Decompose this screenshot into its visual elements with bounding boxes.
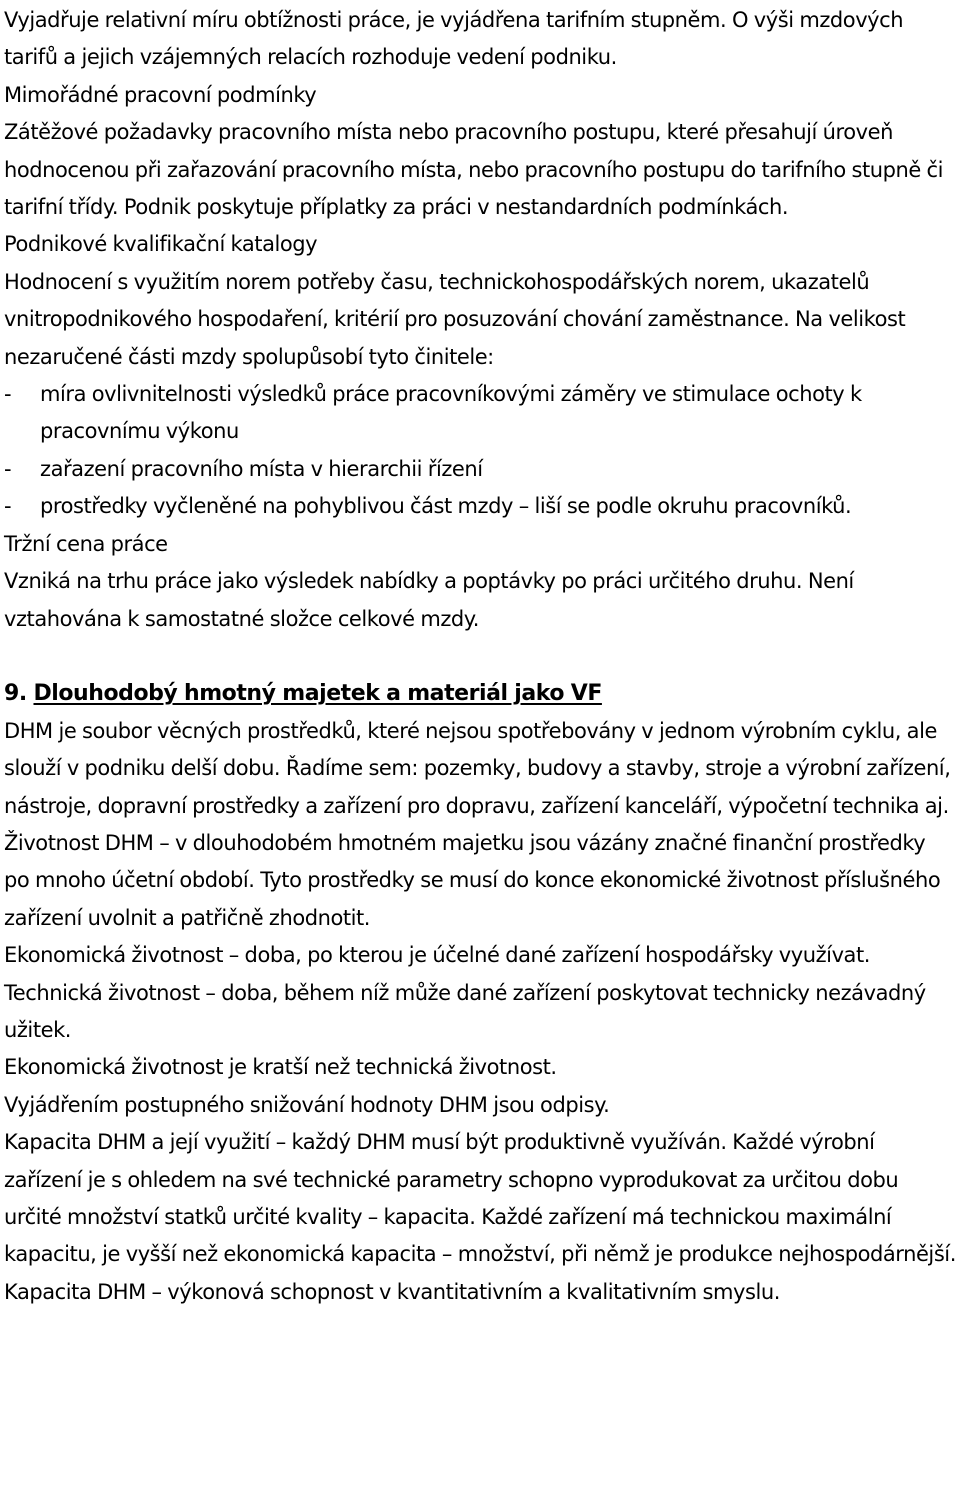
- list-dash: -: [4, 456, 12, 481]
- list-item: [4, 488, 956, 525]
- list-item: [4, 376, 956, 451]
- list-item-text: míra ovlivnitelnosti výsledků práce pracovníkovými záměry ve stimulace ochoty k pracovnímu výkonu: [40, 382, 862, 444]
- paragraph-kapacita-vyuziti: Kapacita DHM a její využití – každý DHM musí být produktivně využíván. Každé výrobní zařízení je s ohledem na své technické parametry schopno vyprodukovat za určitou dobu určité množství statků určité kvality – kapacita. Každé zařízení má technickou maximální kapacitu, je vyšší než ekonomická kapacita – množství, při němž je produkce nejhospodárnější.: [4, 1130, 956, 1267]
- blank-line: [4, 638, 956, 675]
- paragraph-odpisy: Vyjádřením postupného snižování hodnoty DHM jsou odpisy.: [4, 1092, 610, 1117]
- paragraph-hodnoceni: Hodnocení s využitím norem potřeby času, technickohospodářských norem, ukazatelů vnitropodnikového hospodaření, kritérií pro posuzování chování zaměstnance. Na velikost nezaručené části mzdy spolupůsobí tyto činitele:: [4, 269, 906, 369]
- section-number: 9.: [4, 681, 27, 707]
- paragraph-tarif-stupen: Vyjadřuje relativní míru obtížnosti práce, je vyjádřena tarifním stupněm. O výši mzdových tarifů a jejich vzájemných relacích rozhoduje vedení podniku.: [4, 8, 904, 70]
- subheading-mimoradne-podminky: Mimořádné pracovní podmínky: [4, 82, 317, 107]
- list-dash: -: [4, 382, 12, 407]
- section-title: Dlouhodobý hmotný majetek a materiál jako VF: [33, 681, 602, 707]
- subheading-kvalifikacni-katalogy: Podnikové kvalifikační katalogy: [4, 232, 318, 257]
- paragraph-dhm-definice: DHM je soubor věcných prostředků, které nejsou spotřebovány v jednom výrobním cyklu, ale slouží v podniku delší dobu. Řadíme sem: pozemky, budovy a stavby, stroje a výrobní zařízení, nástroje, dopravní prostředky a zařízení pro dopravu, zařízení kanceláří, výpočetní technika aj.: [4, 718, 951, 818]
- paragraph-technicka-zivotnost: Technická životnost – doba, během níž může dané zařízení poskytovat technicky nezávadný užitek.: [4, 980, 926, 1042]
- paragraph-zatezove-pozadavky: Zátěžové požadavky pracovního místa nebo pracovního postupu, které přesahují úroveň hodnocenou při zařazování pracovního místa, nebo pracovního postupu do tarifního stupně či tarifní třídy. Podnik poskytuje příplatky za práci v nestandardních podmínkách.: [4, 120, 944, 220]
- list-item-text: zařazení pracovního místa v hierarchii řízení: [40, 456, 483, 481]
- section-heading: [4, 675, 956, 712]
- list-item: [4, 451, 956, 488]
- list-item-text: prostředky vyčleněné na pohyblivou část mzdy – liší se podle okruhu pracovníků.: [40, 494, 852, 519]
- paragraph-ekonomicka-zivotnost: Ekonomická životnost – doba, po kterou je účelné dané zařízení hospodářsky využívat.: [4, 943, 870, 968]
- paragraph-porovnani-zivotnosti: Ekonomická životnost je kratší než technická životnost.: [4, 1055, 557, 1080]
- paragraph-zivotnost-dhm: Životnost DHM – v dlouhodobém hmotném majetku jsou vázány značné finanční prostředky po mnoho účetní období. Tyto prostředky se musí do konce ekonomické životnost příslušného zařízení uvolnit a patřičně zhodnotit.: [4, 830, 941, 930]
- list-dash: -: [4, 494, 12, 519]
- subheading-trzni-cena-prace: Tržní cena práce: [4, 531, 168, 556]
- paragraph-trzni-cena: Vzniká na trhu práce jako výsledek nabídky a poptávky po práci určitého druhu. Není vztahována k samostatné složce celkové mzdy.: [4, 569, 854, 631]
- paragraph-kapacita-dhm: Kapacita DHM – výkonová schopnost v kvantitativním a kvalitativním smyslu.: [4, 1279, 780, 1304]
